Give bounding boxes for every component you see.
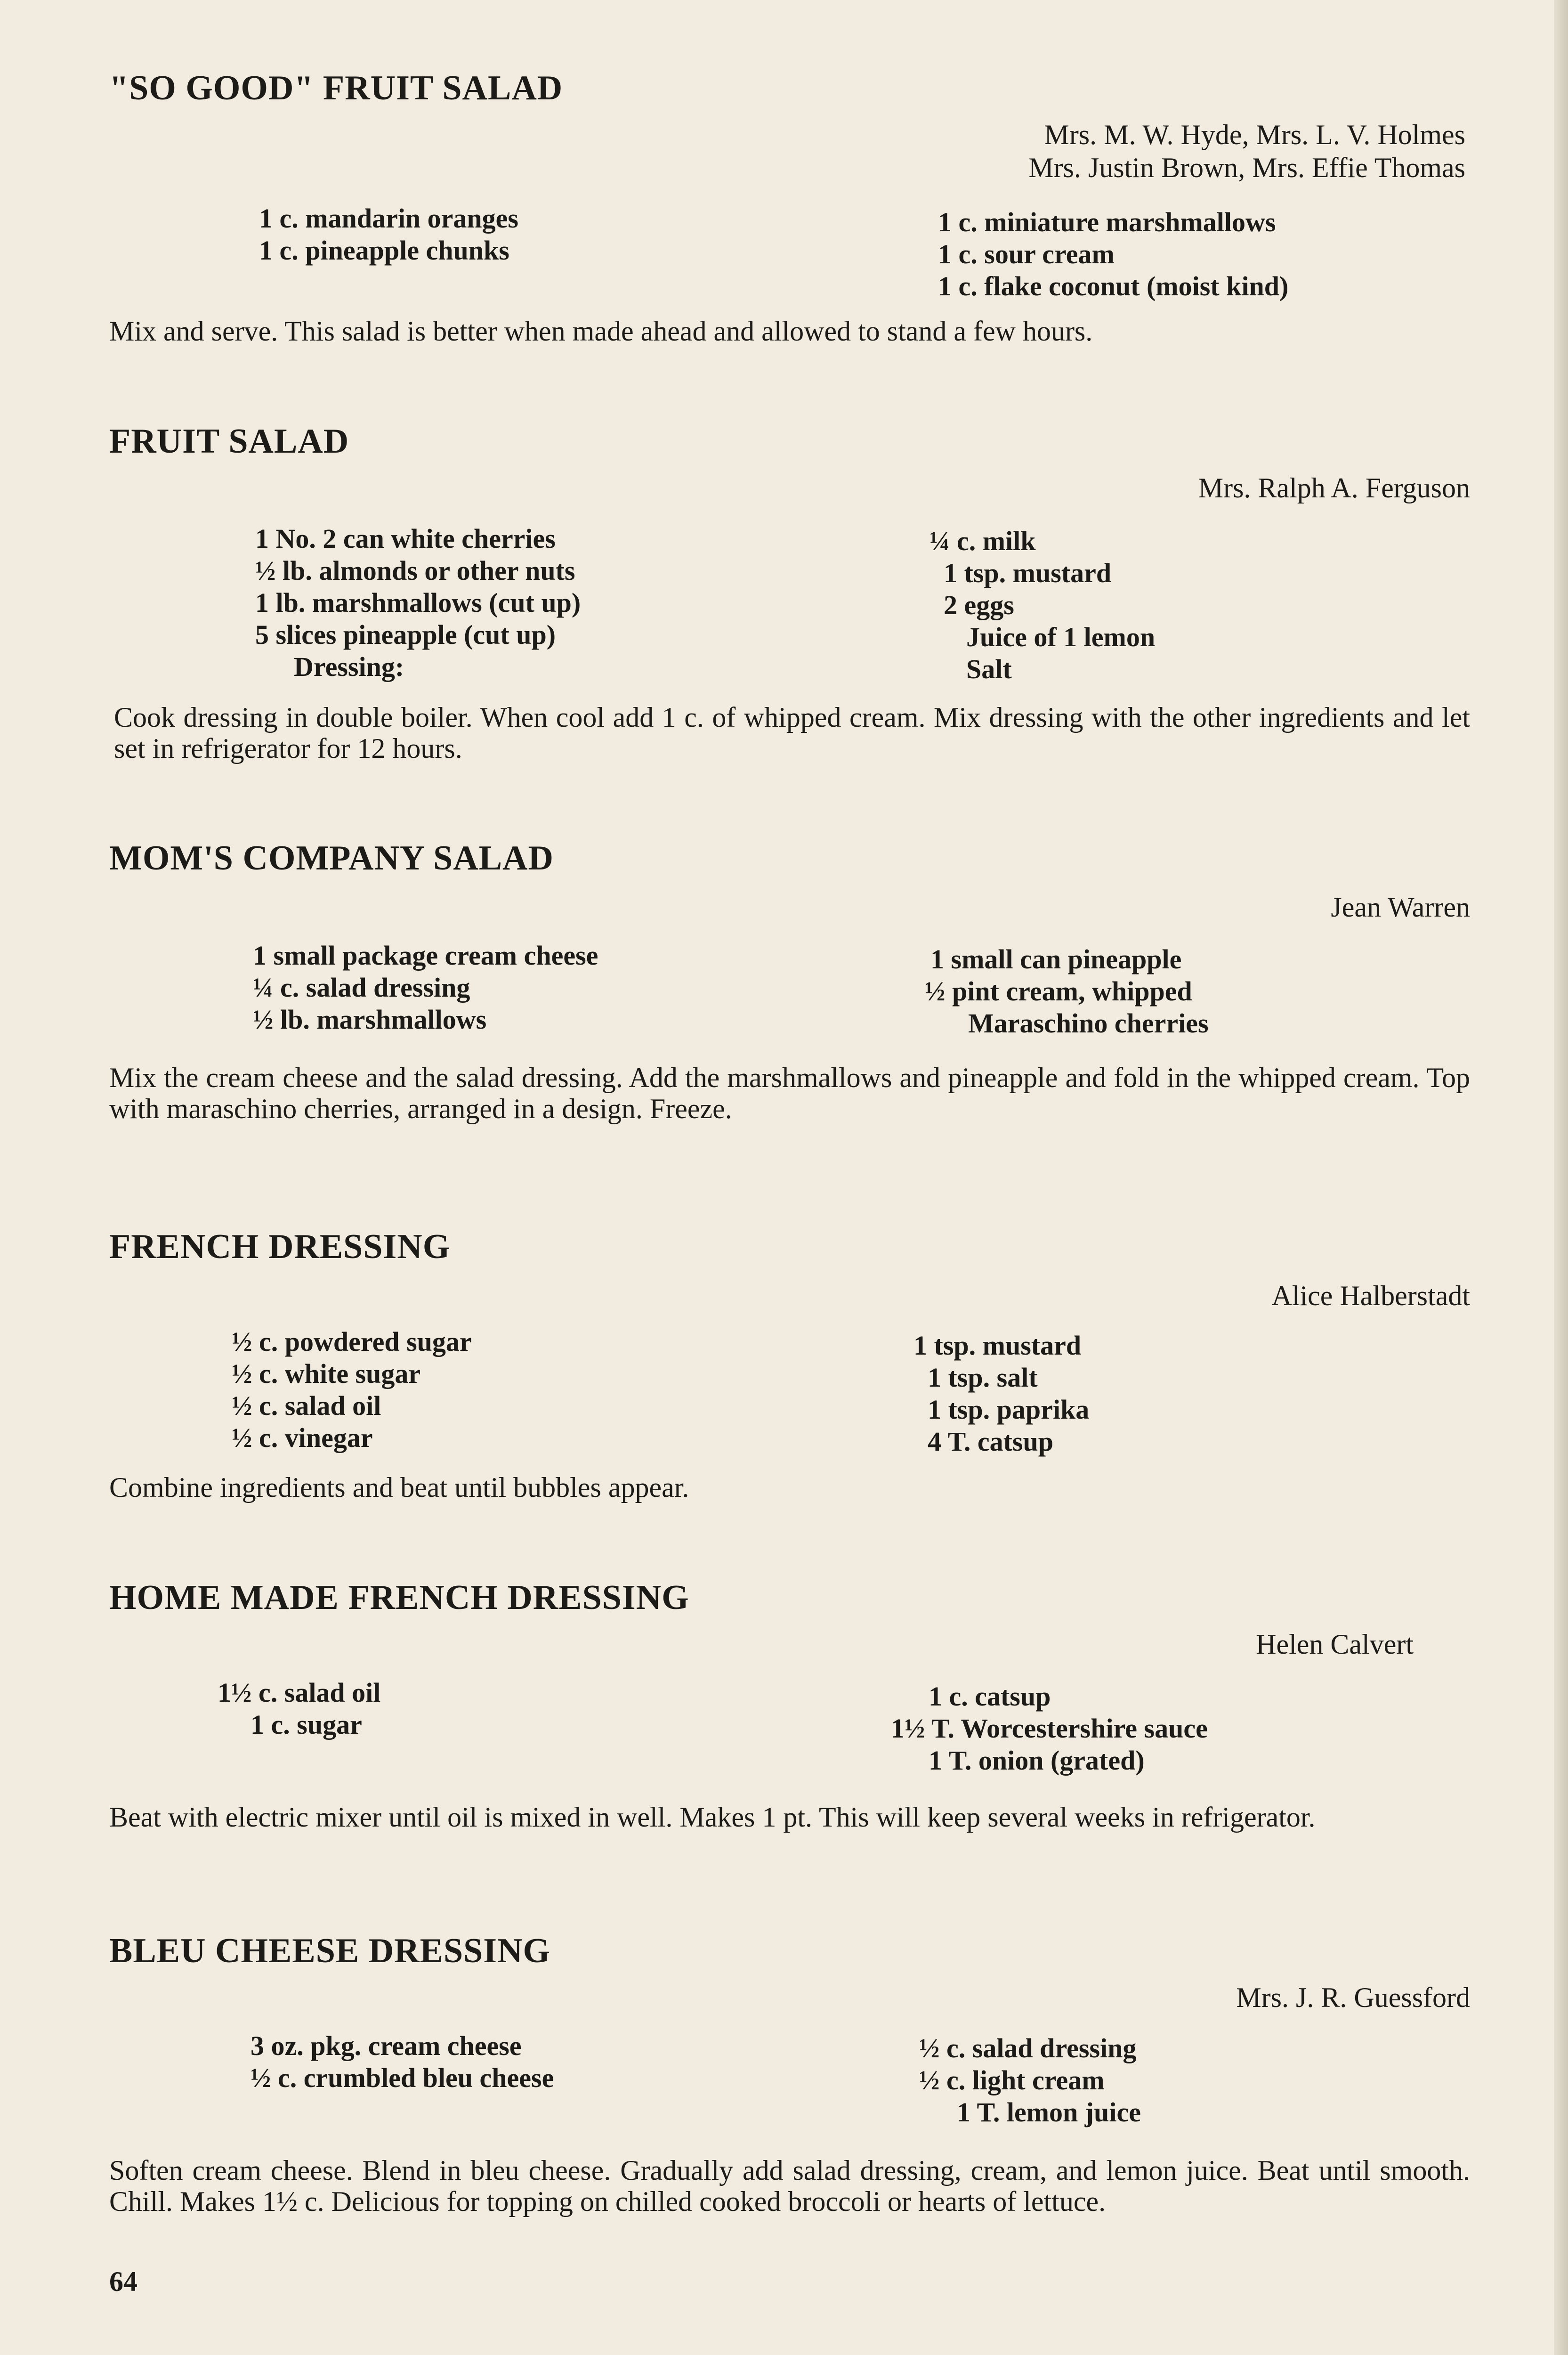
ingredient: ¼ c. salad dressing — [253, 972, 470, 1003]
ingredient: 1 c. sugar — [251, 1709, 362, 1740]
ingredient: ¼ c. milk — [929, 526, 1036, 556]
ingredients-right — [923, 525, 1155, 685]
recipe-author: Helen Calvert — [1256, 1629, 1414, 1660]
ingredient: 1 T. lemon juice — [957, 2097, 1141, 2128]
ingredients-right — [913, 1330, 1089, 1458]
ingredient: ½ c. vinegar — [232, 1422, 373, 1453]
recipe-author: Mrs. Justin Brown, Mrs. Effie Thomas — [1028, 152, 1465, 183]
recipe-title: FRUIT SALAD — [109, 422, 349, 461]
recipe-instructions: Beat with electric mixer until oil is mixed in well. Makes 1 pt. This will keep several weeks in refrigerator. — [109, 1802, 1316, 1833]
ingredients-left — [259, 203, 518, 267]
page-number: 64 — [109, 2266, 137, 2297]
ingredient: Maraschino cherries — [968, 1008, 1209, 1039]
recipe-author: Mrs. Ralph A. Ferguson — [1198, 472, 1470, 503]
ingredient: ½ c. salad dressing — [919, 2033, 1137, 2063]
recipe-title: "SO GOOD" FRUIT SALAD — [109, 69, 563, 107]
recipe-so-good-fruit-salad — [109, 66, 1470, 358]
ingredient: Dressing: — [294, 651, 404, 682]
ingredient: ½ lb. almonds or other nuts — [255, 555, 575, 586]
recipe-instructions: Combine ingredients and beat until bubbles appear. — [109, 1472, 689, 1503]
recipe-home-made-french-dressing — [109, 1580, 1470, 1882]
ingredient: 1 c. catsup — [929, 1681, 1051, 1712]
ingredient: ½ c. powdered sugar — [232, 1326, 472, 1357]
recipe-instructions: Cook dressing in double boiler. When cool add 1 c. of whipped cream. Mix dressing with the other ingredients and let set in refrigerator for 12 hours. — [114, 702, 1470, 764]
ingredient: 1 tsp. salt — [928, 1362, 1038, 1393]
recipe-instructions: Mix and serve. This salad is better when made ahead and allowed to stand a few hours. — [109, 316, 1093, 347]
recipe-title: BLEU CHEESE DRESSING — [109, 1932, 551, 1970]
ingredients-left — [232, 1326, 472, 1454]
ingredients-left — [218, 1677, 380, 1741]
recipe-moms-company-salad — [109, 841, 1470, 1170]
recipe-instructions: Mix the cream cheese and the salad dressing. Add the marshmallows and pineapple and fold in the whipped cream. Top with maraschino cherries, arranged in a design. Freeze. — [109, 1062, 1470, 1124]
ingredient: 1 c. sour cream — [938, 239, 1115, 269]
ingredient: Salt — [966, 654, 1012, 684]
ingredient: ½ c. crumbled bleu cheese — [251, 2063, 554, 2093]
ingredients-right — [891, 1681, 1208, 1777]
ingredient: 1 c. mandarin oranges — [259, 203, 518, 234]
recipe-french-dressing — [109, 1229, 1470, 1521]
ingredient: 4 T. catsup — [928, 1426, 1053, 1457]
ingredient: 5 slices pineapple (cut up) — [255, 619, 556, 650]
ingredient: 1½ c. salad oil — [218, 1677, 381, 1708]
ingredient: ½ c. white sugar — [232, 1358, 421, 1389]
recipe-instructions: Soften cream cheese. Blend in bleu cheese. Gradually add salad dressing, cream, and lemon juice. Beat until smooth. Chill. Makes 1½ c. Delicious for topping on chilled cooked broccoli or hearts of lettuce. — [109, 2155, 1470, 2217]
ingredient: 1 tsp. mustard — [944, 558, 1112, 588]
ingredient: 1½ T. Worcestershire sauce — [891, 1713, 1208, 1744]
ingredient: 1 No. 2 can white cherries — [255, 523, 556, 554]
ingredient: 1 tsp. mustard — [913, 1330, 1082, 1361]
ingredient: 1 lb. marshmallows (cut up) — [255, 587, 581, 618]
recipe-title: HOME MADE FRENCH DRESSING — [109, 1578, 689, 1617]
ingredients-right — [938, 206, 1288, 302]
recipe-author: Jean Warren — [1331, 892, 1470, 923]
ingredient: 1 tsp. paprika — [928, 1394, 1090, 1425]
ingredient: 1 small package cream cheese — [253, 940, 598, 971]
ingredient: ½ c. light cream — [919, 2065, 1105, 2095]
recipe-author: Mrs. J. R. Guessford — [1236, 1982, 1470, 2013]
ingredient: ½ lb. marshmallows — [253, 1004, 487, 1035]
ingredient: Juice of 1 lemon — [966, 622, 1156, 652]
page-edge — [1554, 0, 1568, 2355]
ingredients-right — [925, 943, 1209, 1039]
recipe-title: FRENCH DRESSING — [109, 1227, 451, 1266]
ingredient: ½ c. salad oil — [232, 1390, 381, 1421]
ingredients-left — [255, 523, 581, 683]
ingredients-left — [253, 940, 598, 1036]
recipe-author: Mrs. M. W. Hyde, Mrs. L. V. Holmes — [1044, 119, 1465, 150]
recipe-author: Alice Halberstadt — [1271, 1280, 1470, 1311]
recipe-title: MOM'S COMPANY SALAD — [109, 839, 554, 877]
recipe-bleu-cheese-dressing — [109, 1933, 1470, 2263]
recipe-fruit-salad — [109, 419, 1470, 796]
ingredients-right — [919, 2032, 1141, 2128]
ingredient: 1 c. pineapple chunks — [259, 235, 509, 266]
ingredient: 1 c. flake coconut (moist kind) — [938, 271, 1289, 301]
ingredient: 2 eggs — [944, 590, 1014, 620]
ingredient: ½ pint cream, whipped — [925, 976, 1192, 1007]
ingredient: 3 oz. pkg. cream cheese — [251, 2030, 522, 2061]
ingredients-left — [251, 2030, 554, 2094]
ingredient: 1 c. miniature marshmallows — [938, 207, 1276, 237]
ingredient: 1 T. onion (grated) — [929, 1745, 1145, 1776]
ingredient: 1 small can pineapple — [930, 944, 1182, 974]
